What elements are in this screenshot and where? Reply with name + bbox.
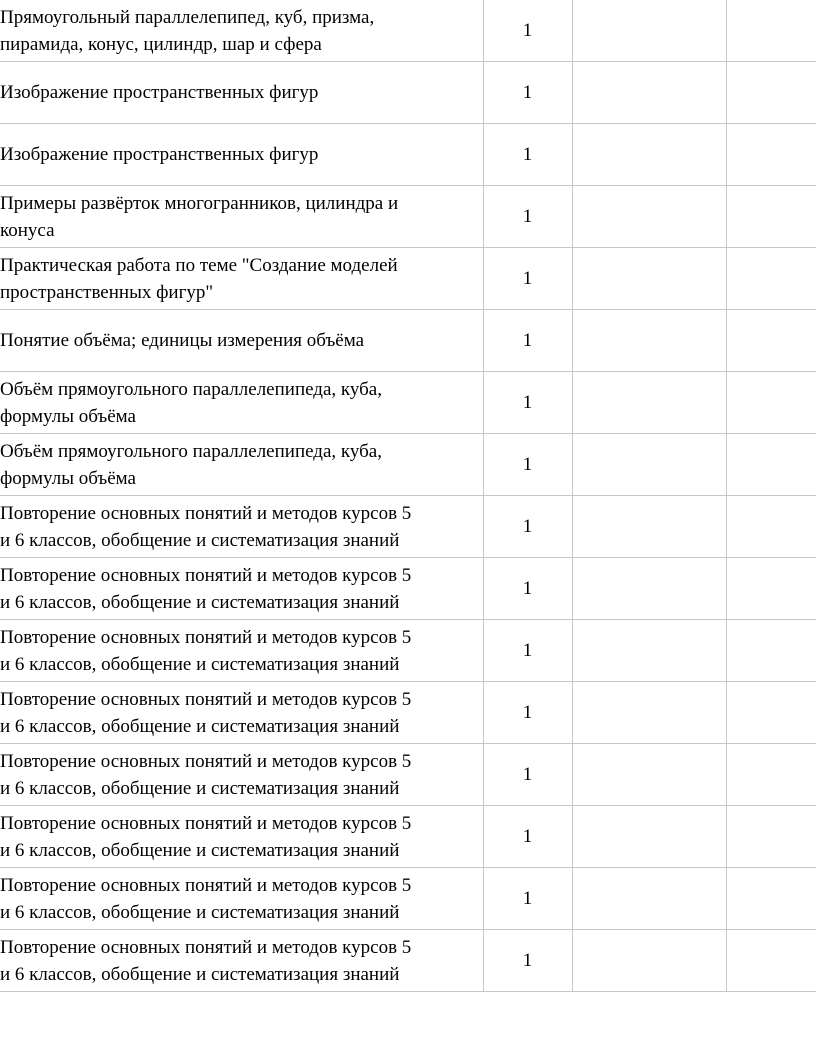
table-row (0, 558, 816, 620)
table-row (0, 620, 816, 682)
empty-cell (726, 744, 816, 806)
empty-cell (572, 620, 726, 682)
empty-cell (726, 124, 816, 186)
empty-cell (726, 310, 816, 372)
hours-cell: 1 (483, 620, 572, 682)
hours-cell: 1 (483, 124, 572, 186)
lesson-topic-cell: Понятие объёма; единицы измерения объёма (0, 310, 483, 372)
empty-cell (572, 744, 726, 806)
empty-cell (726, 62, 816, 124)
hours-cell: 1 (483, 806, 572, 868)
lesson-topic-cell: Изображение пространственных фигур (0, 62, 483, 124)
hours-cell: 1 (483, 744, 572, 806)
table-row (0, 682, 816, 744)
hours-cell: 1 (483, 0, 572, 62)
lesson-topic-cell: Повторение основных понятий и методов курсов 5 и 6 классов, обобщение и систематизация знаний (0, 682, 483, 744)
lesson-topic-cell: Объём прямоугольного параллелепипеда, куба, формулы объёма (0, 372, 483, 434)
empty-cell (572, 682, 726, 744)
empty-cell (726, 186, 816, 248)
empty-cell (572, 248, 726, 310)
empty-cell (572, 310, 726, 372)
empty-cell (726, 682, 816, 744)
empty-cell (726, 0, 816, 62)
lesson-topic-cell: Изображение пространственных фигур (0, 124, 483, 186)
lesson-topic-cell: Прямоугольный параллелепипед, куб, призма, пирамида, конус, цилиндр, шар и сфера (0, 0, 483, 62)
empty-cell (726, 930, 816, 992)
empty-cell (572, 930, 726, 992)
lesson-topic-cell: Повторение основных понятий и методов курсов 5 и 6 классов, обобщение и систематизация знаний (0, 806, 483, 868)
table-row (0, 496, 816, 558)
empty-cell (572, 124, 726, 186)
hours-cell: 1 (483, 248, 572, 310)
lesson-topic-cell: Практическая работа по теме "Создание моделей пространственных фигур" (0, 248, 483, 310)
hours-cell: 1 (483, 62, 572, 124)
empty-cell (726, 434, 816, 496)
empty-cell (572, 558, 726, 620)
hours-cell: 1 (483, 868, 572, 930)
hours-cell: 1 (483, 930, 572, 992)
lesson-topic-cell: Повторение основных понятий и методов курсов 5 и 6 классов, обобщение и систематизация знаний (0, 744, 483, 806)
table-row (0, 62, 816, 124)
empty-cell (726, 496, 816, 558)
lesson-topic-cell: Повторение основных понятий и методов курсов 5 и 6 классов, обобщение и систематизация знаний (0, 496, 483, 558)
table-row (0, 930, 816, 992)
empty-cell (726, 558, 816, 620)
table-row (0, 124, 816, 186)
table-row (0, 744, 816, 806)
empty-cell (572, 0, 726, 62)
empty-cell (726, 806, 816, 868)
empty-cell (572, 186, 726, 248)
empty-cell (572, 62, 726, 124)
empty-cell (572, 372, 726, 434)
empty-cell (726, 372, 816, 434)
table-row (0, 310, 816, 372)
table-row (0, 868, 816, 930)
empty-cell (572, 434, 726, 496)
table-row (0, 372, 816, 434)
lesson-topic-cell: Повторение основных понятий и методов курсов 5 и 6 классов, обобщение и систематизация знаний (0, 868, 483, 930)
lesson-topic-cell: Объём прямоугольного параллелепипеда, куба, формулы объёма (0, 434, 483, 496)
hours-cell: 1 (483, 372, 572, 434)
hours-cell: 1 (483, 186, 572, 248)
empty-cell (572, 496, 726, 558)
table-row (0, 186, 816, 248)
empty-cell (726, 868, 816, 930)
lesson-topic-cell: Повторение основных понятий и методов курсов 5 и 6 классов, обобщение и систематизация знаний (0, 558, 483, 620)
empty-cell (726, 620, 816, 682)
table-row (0, 0, 816, 62)
hours-cell: 1 (483, 434, 572, 496)
table-row (0, 248, 816, 310)
table-row (0, 806, 816, 868)
lesson-topic-cell: Примеры развёрток многогранников, цилиндра и конуса (0, 186, 483, 248)
empty-cell (572, 806, 726, 868)
hours-cell: 1 (483, 310, 572, 372)
empty-cell (572, 868, 726, 930)
lesson-topic-cell: Повторение основных понятий и методов курсов 5 и 6 классов, обобщение и систематизация знаний (0, 620, 483, 682)
table-row (0, 434, 816, 496)
hours-cell: 1 (483, 682, 572, 744)
empty-cell (726, 248, 816, 310)
lesson-topic-cell: Повторение основных понятий и методов курсов 5 и 6 классов, обобщение и систематизация знаний (0, 930, 483, 992)
hours-cell: 1 (483, 558, 572, 620)
hours-cell: 1 (483, 496, 572, 558)
